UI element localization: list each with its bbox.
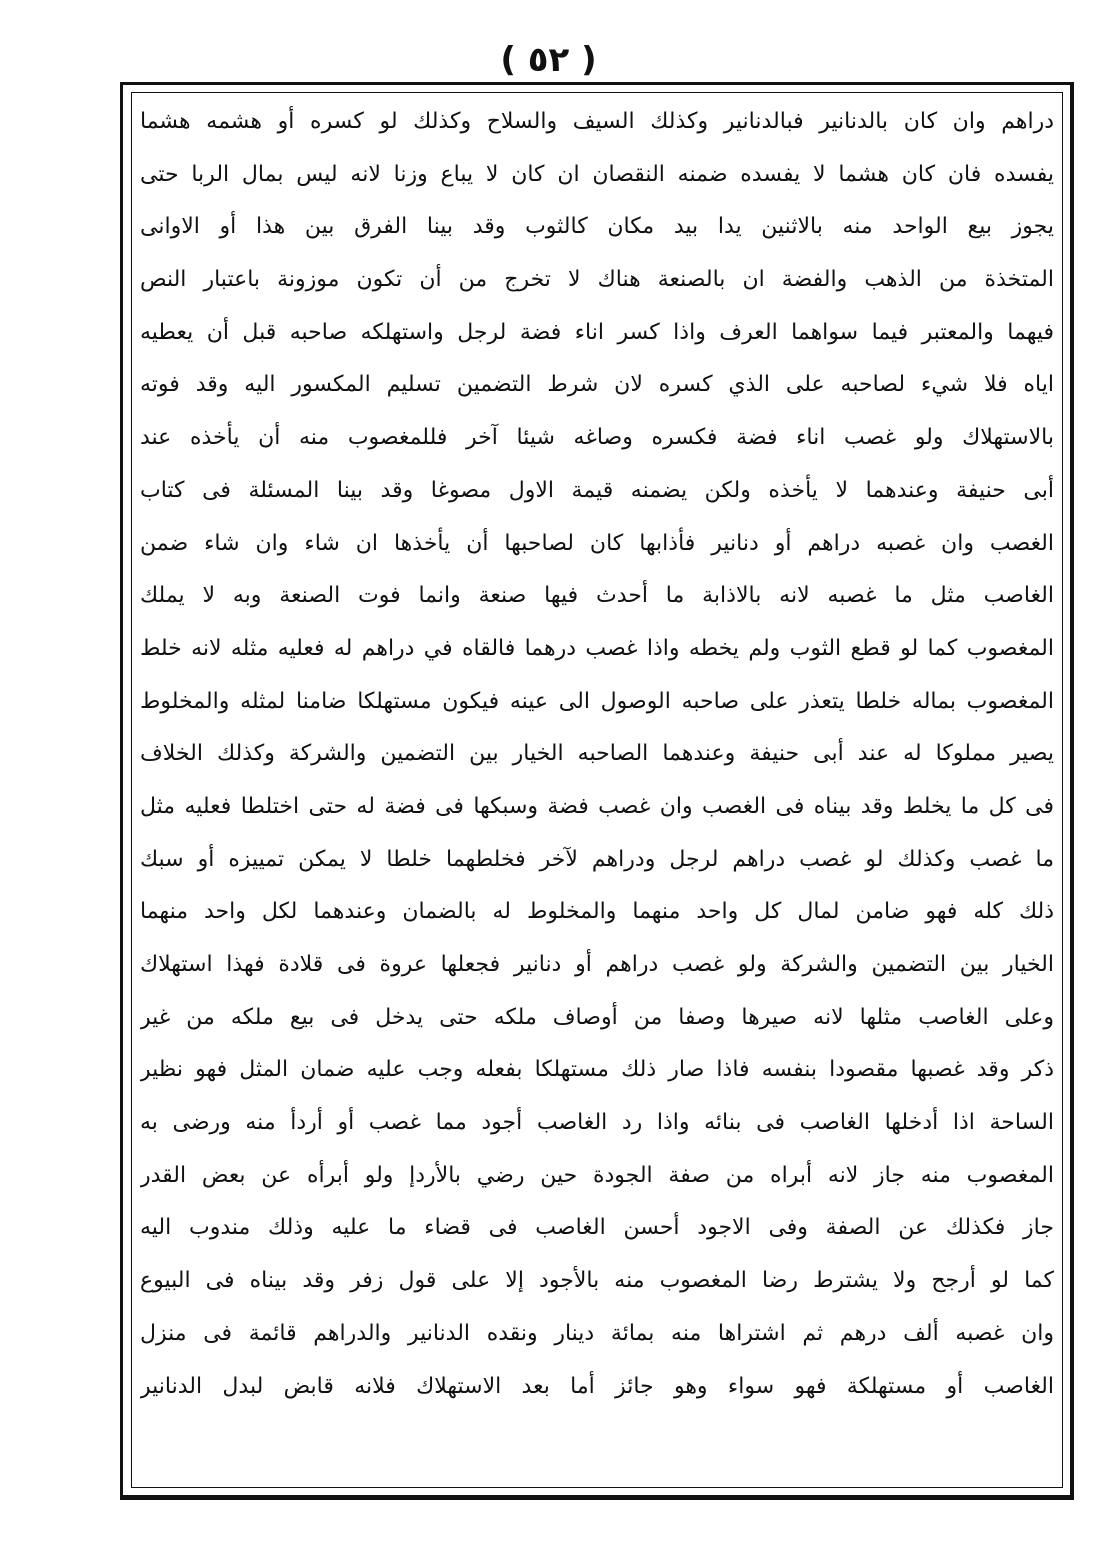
text-line: المتخذة من الذهب والفضة ان بالصنعة هناك لا تخرج من أن تكون موزونة باعتبار النص xyxy=(140,267,1054,293)
text-line: يفسده فان كان هشما لا يفسده ضمنه النقصان ان كان لا يباع وزنا لانه ليس بمال الربا حتى xyxy=(140,161,1054,187)
text-line: وان غصبه ألف درهم ثم اشتراها منه بمائة دينار ونقده الدنانير والدراهم قائمة فى منزل xyxy=(140,1320,1054,1346)
text-line: فيهما والمعتبر فيما سواهما العرف واذا كسر اناء فضة لرجل واستهلكه صاحبه قبل أن يعطيه xyxy=(140,319,1054,345)
text-line: أبى حنيفة وعندهما لا يأخذه ولكن يضمنه قيمة الاول مصوغا وقد بينا المسئلة فى كتاب xyxy=(140,477,1054,503)
text-line: المغصوب بماله خلطا يتعذر على صاحبه الوصول الى عينه فيكون مستهلكا ضامنا لمثله والمخلوط xyxy=(140,688,1054,714)
text-line: وعلى الغاصب مثلها لانه صيرها وصفا من أوصاف ملكه حتى يدخل فى بيع ملكه من غير xyxy=(140,1004,1054,1030)
text-line: الغاصب مثل ما غصبه لانه بالاذابة ما أحدث فيها صنعة وانما فوت الصنعة وبه لا يملك xyxy=(140,583,1054,609)
text-line: المغصوب منه جاز لانه أبراه من صفة الجودة حين رضي بالأردإ ولو أبرأه عن بعض القدر xyxy=(140,1162,1054,1188)
text-line: فى كل ما يخلط وقد بيناه فى الغصب وان غصب فضة وسبكها فى فضة له حتى اختلطا فعليه مثل xyxy=(140,793,1054,819)
text-line: اياه فلا شيء لصاحبه على الذي كسره لان شرط التضمين تسليم المكسور اليه وقد فوته xyxy=(140,372,1054,398)
text-line: الخيار بين التضمين والشركة ولو غصب دراهم أو دنانير فجعلها عروة فى قلادة فهذا استهلاك xyxy=(140,952,1054,977)
text-line: ذكر وقد غصبها مقصودا بنفسه فاذا صار ذلك مستهلكا بفعله وجب عليه ضمان المثل فهو نظير xyxy=(140,1057,1054,1083)
text-line: يصير مملوكا له عند أبى حنيفة وعندهما الصاحبه الخيار بين التضمين والشركة وكذلك الخلاف xyxy=(140,741,1054,767)
text-line: كما لو أرجح ولا يشترط رضا المغصوب منه بالأجود إلا على قول زفر وقد بيناه فى البيوع xyxy=(140,1268,1054,1294)
text-line: المغصوب كما لو قطع الثوب ولم يخطه واذا غصب درهما فالقاه في دراهم له فعليه مثله لانه خلط xyxy=(140,635,1054,661)
text-line: الساحة اذا أدخلها الغاصب فى بنائه واذا رد الغاصب أجود مما غصب أو أردأ منه ورضى به xyxy=(140,1110,1054,1136)
text-line: ما غصب وكذلك لو غصب دراهم لرجل ودراهم لآخر فخلطهما خلطا لا يمكن تمييزه أو سبك xyxy=(140,846,1054,872)
text-line: دراهم وان كان بالدنانير فبالدنانير وكذلك السيف والسلاح وكذلك لو كسره أو هشمه هشما xyxy=(140,109,1054,134)
page-number: ( ٥٢ ) xyxy=(500,40,597,80)
text-line: يجوز بيع الواحد منه بالاثنين يدا بيد مكان كالثوب وقد بينا الفرق بين هذا أو الاوانى xyxy=(140,214,1054,240)
text-line: بالاستهلاك ولو غصب اناء فضة فكسره وصاغه شيئا آخر فللمغصوب منه أن يأخذه عند xyxy=(140,425,1054,451)
body-text xyxy=(140,96,1054,1413)
text-line: الغصب وان غصبه دراهم أو دنانير فأذابها كان لصاحبها أن يأخذها ان شاء وان شاء ضمن xyxy=(140,530,1054,556)
text-line: جاز فكذلك عن الصفة وفى الاجود أحسن الغاصب فى قضاء ما عليه وذلك مندوب اليه xyxy=(140,1215,1054,1241)
text-line: الغاصب أو مستهلكة فهو سواء وهو جائز أما بعد الاستهلاك فلانه قابض لبدل الدنانير xyxy=(140,1373,1054,1399)
text-line: ذلك كله فهو ضامن لمال كل واحد منهما والمخلوط له بالضمان وعندهما لكل واحد منهما xyxy=(140,899,1054,925)
